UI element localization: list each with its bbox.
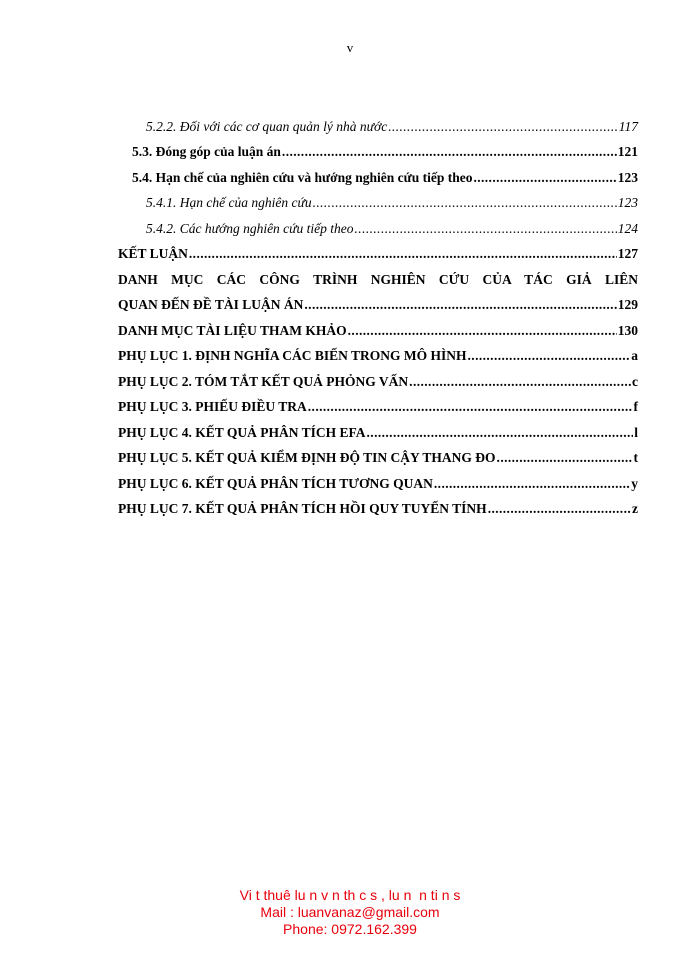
toc-entry-label: 5.4.2. Các hướng nghiên cứu tiếp theo bbox=[146, 220, 354, 236]
toc-entry-label: 5.2.2. Đối với các cơ quan quản lý nhà nước bbox=[146, 118, 388, 134]
dot-leader bbox=[367, 425, 634, 441]
toc-entry-page: l bbox=[634, 424, 638, 440]
toc-entry-page: 121 bbox=[617, 144, 638, 159]
toc-entry-page: t bbox=[633, 450, 638, 465]
footer-email: Mail : luanvanaz@gmail.com bbox=[260, 904, 440, 920]
toc-entry-page: y bbox=[631, 475, 638, 491]
toc-entry-label: PHỤ LỤC 2. TÓM TẮT KẾT QUẢ PHỎNG VẤN bbox=[118, 373, 409, 389]
toc-entry-page: 130 bbox=[617, 322, 638, 338]
dot-leader bbox=[488, 501, 631, 517]
toc-entry-label: PHỤ LỤC 6. KẾT QUẢ PHÂN TÍCH TƯƠNG QUAN bbox=[118, 475, 433, 491]
toc-entry-label-text: DANH MỤC CÁC CÔNG TRÌNH NGHIÊN CỨU CỦA TÁC GIẢ LIÊN bbox=[118, 271, 638, 287]
toc-entry-page: a bbox=[631, 348, 638, 363]
toc-entry-label-line2: QUAN ĐẾN ĐỀ TÀI LUẬN ÁN bbox=[118, 297, 304, 312]
footer-service-text: Vi t thuê lu n v n th c s , lu n n ti n s bbox=[239, 887, 461, 903]
dot-leader bbox=[308, 399, 633, 415]
toc-entry-5-3[interactable] bbox=[118, 135, 638, 161]
toc-entry-page: c bbox=[632, 373, 638, 389]
toc-entry-page: f bbox=[633, 399, 638, 414]
toc-entry-tai-lieu-tham-khao[interactable] bbox=[118, 313, 638, 339]
dot-leader bbox=[313, 195, 617, 211]
toc-entry-label: KẾT LUẬN bbox=[118, 246, 188, 261]
dot-leader bbox=[434, 476, 630, 492]
dot-leader bbox=[189, 246, 617, 262]
footer-phone: Phone: 0972.162.399 bbox=[283, 921, 417, 937]
toc-entry-5-4-1[interactable] bbox=[118, 186, 638, 212]
toc-entry-label: PHỤ LỤC 5. KẾT QUẢ KIỂM ĐỊNH ĐỘ TIN CẬY THANG ĐO bbox=[118, 450, 496, 465]
dot-leader bbox=[473, 170, 616, 186]
toc-entry-label-line1 bbox=[118, 262, 638, 288]
toc-entry-5-4[interactable] bbox=[118, 160, 638, 186]
toc-entry-page: 123 bbox=[617, 195, 638, 210]
toc-entry-page: 129 bbox=[617, 297, 638, 312]
dot-leader bbox=[497, 450, 633, 466]
toc-entry-phu-luc-6[interactable] bbox=[118, 466, 638, 492]
toc-entry-line2 bbox=[118, 288, 638, 314]
toc-entry-label: PHỤ LỤC 3. PHIẾU ĐIỀU TRA bbox=[118, 399, 307, 414]
toc-entry-label: 5.4.1. Hạn chế của nghiên cứu bbox=[146, 195, 312, 210]
toc-entry-phu-luc-1[interactable] bbox=[118, 339, 638, 365]
toc-entry-page: 117 bbox=[618, 118, 638, 134]
dot-leader bbox=[282, 144, 617, 160]
toc-entry-phu-luc-7[interactable] bbox=[118, 492, 638, 518]
dot-leader bbox=[348, 323, 617, 339]
toc-entry-page: 123 bbox=[617, 169, 638, 185]
toc-entry-label: 5.3. Đóng góp của luận án bbox=[132, 144, 281, 159]
toc-entry-phu-luc-2[interactable] bbox=[118, 364, 638, 390]
toc-entry-danh-muc-cong-trinh[interactable] bbox=[118, 262, 638, 313]
toc-entry-phu-luc-5[interactable] bbox=[118, 441, 638, 467]
page-number: v bbox=[346, 40, 354, 55]
toc-entry-page: 127 bbox=[617, 246, 638, 261]
dot-leader bbox=[468, 348, 631, 364]
toc-entry-phu-luc-4[interactable] bbox=[118, 415, 638, 441]
toc-entry-label: DANH MỤC TÀI LIỆU THAM KHẢO bbox=[118, 322, 347, 338]
toc-entry-label: PHỤ LỤC 4. KẾT QUẢ PHÂN TÍCH EFA bbox=[118, 424, 366, 440]
watermark-footer bbox=[0, 887, 700, 938]
table-of-contents bbox=[118, 109, 638, 517]
toc-entry-phu-luc-3[interactable] bbox=[118, 390, 638, 416]
toc-entry-label: PHỤ LỤC 1. ĐỊNH NGHĨA CÁC BIẾN TRONG MÔ HÌNH bbox=[118, 348, 467, 363]
dot-leader bbox=[409, 374, 631, 390]
toc-entry-label: 5.4. Hạn chế của nghiên cứu và hướng nghiên cứu tiếp theo bbox=[132, 169, 473, 185]
toc-entry-page: 124 bbox=[617, 220, 638, 236]
toc-entry-5-4-2[interactable] bbox=[118, 211, 638, 237]
toc-entry-page: z bbox=[632, 501, 638, 516]
toc-entry-ket-luan[interactable] bbox=[118, 237, 638, 263]
dot-leader bbox=[304, 297, 616, 313]
dot-leader bbox=[388, 119, 618, 135]
toc-entry-5-2-2[interactable] bbox=[118, 109, 638, 135]
toc-entry-label: PHỤ LỤC 7. KẾT QUẢ PHÂN TÍCH HỒI QUY TUYẾN TÍNH bbox=[118, 501, 487, 516]
dot-leader bbox=[355, 221, 617, 237]
